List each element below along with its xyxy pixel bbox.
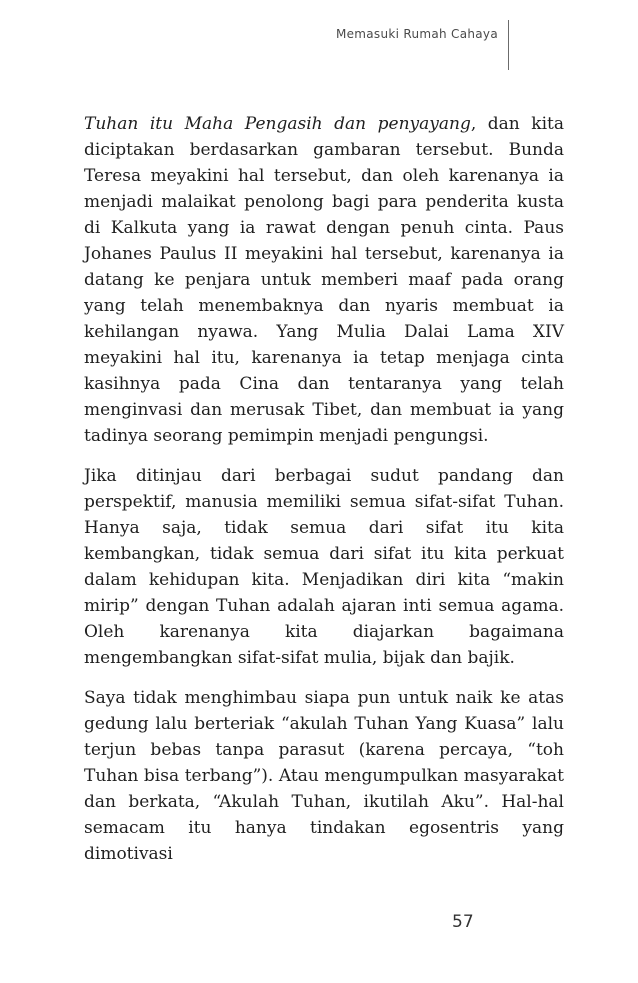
paragraph-1-italic-lead: Tuhan itu Maha Pengasih dan penyayang bbox=[84, 114, 471, 134]
page-body bbox=[84, 111, 564, 881]
paragraph-2: Jika ditinjau dari berbagai sudut pandang dan perspektif, manusia memiliki semua sifat-sifat Tuhan. Hanya saja, tidak semua dari sifat itu kita kembangkan, tidak semua dari sifat itu kita perkuat dalam kehidupan kita. Menjadikan diri kita “makin mirip” dengan Tuhan adalah ajaran inti semua agama. Oleh karenanya kita diajarkan bagaimana mengembangkan sifat-sifat mulia, bijak dan bajik. bbox=[84, 466, 564, 668]
header-divider bbox=[508, 20, 509, 70]
running-header-title: Memasuki Rumah Cahaya bbox=[335, 27, 498, 41]
page-number: 57 bbox=[452, 912, 474, 932]
paragraph-3: Saya tidak menghimbau siapa pun untuk naik ke atas gedung lalu berteriak “akulah Tuhan Yang Kuasa” lalu terjun bebas tanpa parasut (karena percaya, “toh Tuhan bisa terbang”). Atau mengumpulkan masyarakat dan berkata, “Akulah Tuhan, ikutilah Aku”. Hal-hal semacam itu hanya tindakan egosentris yang dimotivasi bbox=[84, 688, 564, 864]
paragraph-1-text: , dan kita diciptakan berdasarkan gambaran tersebut. Bunda Teresa meyakini hal tersebut, dan oleh karenanya ia menjadi malaikat penolong bagi para penderita kusta di Kalkuta yang ia rawat dengan penuh cinta. Paus Johanes Paulus II meyakini hal tersebut, karenanya ia datang ke penjara untuk memberi maaf pada orang yang telah menembaknya dan nyaris membuat ia kehilangan nyawa. Yang Mulia Dalai Lama XIV meyakini hal itu, karenanya ia tetap menjaga cinta kasihnya pada Cina dan tentaranya yang telah menginvasi dan merusak Tibet, dan membuat ia yang tadinya seorang pemimpin menjadi pengungsi. bbox=[84, 114, 564, 446]
paragraph-1 bbox=[84, 111, 564, 449]
